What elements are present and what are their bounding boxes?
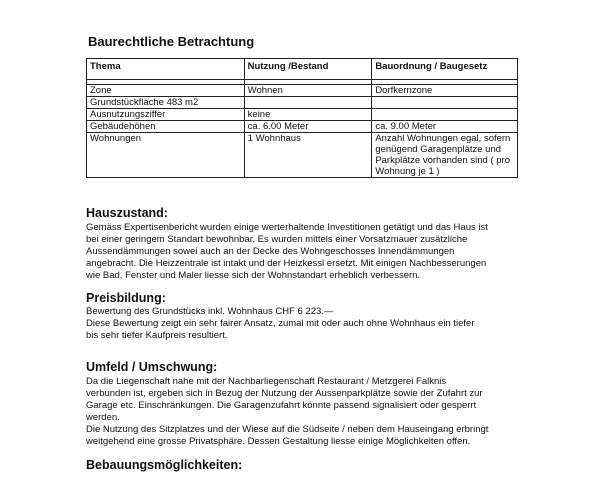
table-row: [87, 85, 518, 97]
text-line: Gemäss Expertisenbericht wurden einige werterhaltende Investitionen getätigt und das Haus ist: [86, 222, 488, 233]
document-title: Baurechtliche Betrachtung: [88, 34, 255, 49]
table-header-cell: Thema: [87, 59, 245, 80]
zoning-table: [86, 58, 518, 178]
table-header-cell: Nutzung /Bestand: [244, 59, 372, 80]
text-line: verbunden ist, ergeben sich in Bezug der Nutzung der Aussenparkplätze sowie der Zufahrt zur: [86, 388, 483, 399]
table-cell: [244, 97, 372, 109]
section-heading-bebauung: Bebauungsmöglichkeiten:: [86, 458, 243, 472]
section-text-hauszustand: [86, 222, 526, 282]
table-row: [87, 97, 518, 109]
text-line: wie Bad, Fenster und Maler liesse sich der Wohnstandart erheblich verbessern.: [86, 270, 421, 281]
table-cell: Wohnen: [244, 85, 372, 97]
text-line: Aussendämmungen sowei auch an der Decke des Wohngeschosses Innendämmungen: [86, 246, 455, 257]
table-cell: ca. 6.00 Meter: [244, 121, 372, 133]
table-cell: ca. 9.00 Meter: [372, 121, 518, 133]
table-header-row: [87, 59, 518, 80]
table-cell: Anzahl Wohnungen egal, sofern genügend Garagenplätze und Parkplätze vorhanden sind ( pro Wohnung je 1 ): [372, 133, 518, 178]
text-line: Die Nutzung des Sitzplatzes und der Wiese auf die Südseite / neben dem Hauseingang erbringt: [86, 424, 489, 435]
text-line: bei einer geringem Standart bewohnbar. Es wurden mittels einer Vorsatzmauer zusätzliche: [86, 234, 468, 245]
section-heading-preisbildung: Preisbildung:: [86, 291, 166, 305]
table-row: [87, 133, 518, 178]
table-cell: [372, 97, 518, 109]
text-line: weitgehend eine grosse Privatsphäre. Dessen Gestaltung liesse einige Möglichkeiten offen.: [86, 436, 471, 447]
table-cell: Zone: [87, 85, 245, 97]
text-line: Da die Liegenschaft nahe mit der Nachbarliegenschaft Restaurant / Metzgerei Falknis: [86, 376, 447, 387]
table-cell: Ausnutzungsziffer: [87, 109, 245, 121]
table-cell: Wohnungen: [87, 133, 245, 178]
section-heading-umfeld: Umfeld / Umschwung:: [86, 360, 218, 374]
table-row: [87, 109, 518, 121]
text-line: angebracht. Die Heizzentrale ist intakt und der Heizkessl ersetzt. Mit einigen Nachbesserungen: [86, 258, 487, 269]
table-cell: keine: [244, 109, 372, 121]
table-row: [87, 121, 518, 133]
table-cell: Dorfkernzone: [372, 85, 518, 97]
text-line: Garage etc. Einschränkungen. Die Garagenzufahrt könnte passend signalisiert oder gesperrt: [86, 400, 477, 411]
table-cell: Gebäudehöhen: [87, 121, 245, 133]
text-line: werden.: [86, 412, 120, 423]
section-heading-hauszustand: Hauszustand:: [86, 206, 168, 220]
text-line: Bewertung des Grundstücks inkl. Wohnhaus CHF 6 223.—: [86, 306, 334, 317]
section-text-preisbildung: [86, 306, 526, 342]
text-line: bis sehr tiefer Kaufpreis resultiert.: [86, 330, 228, 341]
table-header-cell: Bauordnung / Baugesetz: [372, 59, 518, 80]
section-text-umfeld: [86, 376, 526, 448]
text-line: Diese Bewertung zeigt ein sehr fairer Ansatz, zumal mit oder auch ohne Wohnhaus ein tiefer: [86, 318, 475, 329]
table-cell: Grundstückfläche 483 m2: [87, 97, 245, 109]
table-cell: 1 Wohnhaus: [244, 133, 372, 178]
table-cell: [372, 109, 518, 121]
